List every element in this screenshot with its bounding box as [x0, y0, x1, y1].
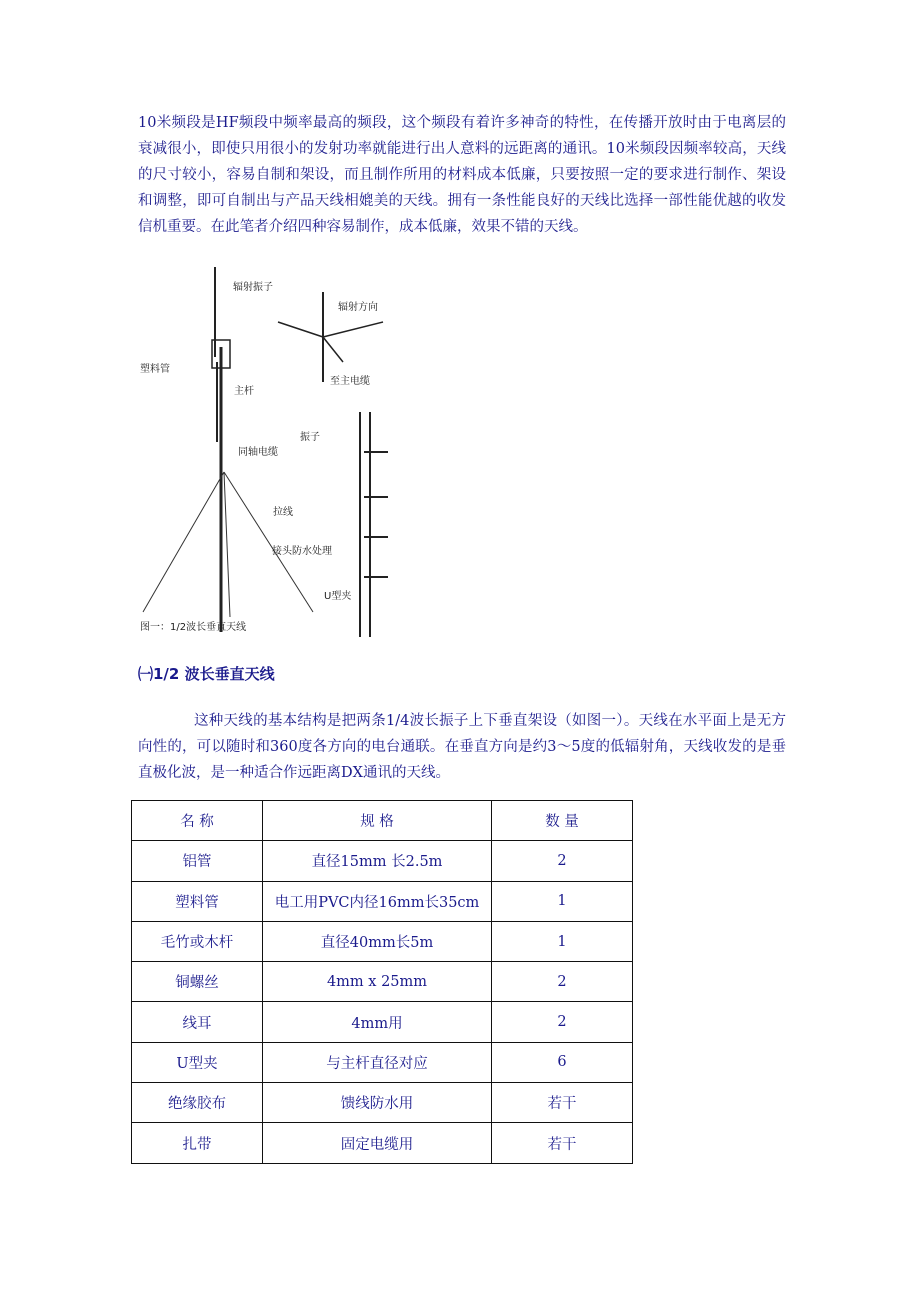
cell-spec: 固定电缆用: [263, 1123, 492, 1163]
cell-spec: 馈线防水用: [263, 1083, 492, 1123]
label-guy: 拉线: [273, 507, 293, 518]
pattern-arrow-right: [323, 322, 383, 337]
parts-table: [131, 800, 633, 1164]
table-row: [132, 1042, 633, 1082]
cell-name: 毛竹或木杆: [132, 921, 263, 961]
cell-name: U型夹: [132, 1042, 263, 1082]
cell-qty: 若干: [492, 1123, 633, 1163]
pattern-arrow-down: [323, 337, 343, 362]
cell-qty: 1: [492, 921, 633, 961]
table-row: [132, 1083, 633, 1123]
cell-name: 铝管: [132, 841, 263, 881]
cell-qty: 2: [492, 841, 633, 881]
cell-name: 绝缘胶布: [132, 1083, 263, 1123]
cell-qty: 若干: [492, 1083, 633, 1123]
table-row: [132, 841, 633, 881]
cell-qty: 1: [492, 881, 633, 921]
table-row: [132, 962, 633, 1002]
antenna-figure: [138, 262, 408, 642]
label-plastic-tube: 塑料管: [140, 364, 170, 375]
table-row: [132, 1002, 633, 1042]
header-qty: 数 量: [492, 801, 633, 841]
guy-wire-center: [224, 472, 230, 617]
cell-qty: 6: [492, 1042, 633, 1082]
cell-qty: 2: [492, 1002, 633, 1042]
table-row: [132, 921, 633, 961]
label-coax: 同轴电缆: [238, 447, 278, 458]
label-oscillator: 振子: [300, 432, 320, 443]
pattern-arrow-left: [278, 322, 323, 337]
cell-spec: 直径40mm长5m: [263, 921, 492, 961]
section-heading: ㈠1/2 波长垂直天线: [138, 665, 275, 683]
cell-spec: 电工用PVC内径16mm长35cm: [263, 881, 492, 921]
cell-spec: 直径15mm 长2.5m: [263, 841, 492, 881]
cell-spec: 与主杆直径对应: [263, 1042, 492, 1082]
label-u-clamp: U型夹: [324, 591, 352, 602]
section-paragraph: 这种天线的基本结构是把两条1/4波长振子上下垂直架设（如图一）。天线在水平面上是无方向性的，可以随时和360度各方向的电台通联。在垂直方向是约3～5度的低辐射角，天线收发的是垂直极化波，是一种适合作远距离DX通讯的天线。: [138, 713, 786, 781]
label-main-pole: 主杆: [234, 386, 254, 397]
cell-name: 扎带: [132, 1123, 263, 1163]
cell-name: 线耳: [132, 1002, 263, 1042]
cell-qty: 2: [492, 962, 633, 1002]
label-junction: 接头防水处理: [272, 546, 332, 557]
intro-paragraph: 10米频段是HF频段中频率最高的频段，这个频段有着许多神奇的特性，在传播开放时由于电离层的衰减很小，即使只用很小的发射功率就能进行出人意料的远距离的通讯。10米频段因频率较高，天线的尺寸较小，容易自制和架设，而且制作所用的材料成本低廉，只要按照一定的要求进行制作、架设和调整，即可自制出与产品天线相媲美的天线。拥有一条性能良好的天线比选择一部性能优越的收发信机重要。在此笔者介绍四种容易制作，成本低廉，效果不错的天线。: [138, 115, 786, 235]
table-header-row: [132, 801, 633, 841]
label-cable-end: 至主电缆: [330, 376, 370, 387]
label-element: 辐射振子: [233, 282, 273, 293]
label-radiation-dir: 辐射方向: [338, 302, 378, 313]
cell-name: 铜螺丝: [132, 962, 263, 1002]
table-row: [132, 881, 633, 921]
guy-wire-right: [224, 472, 313, 612]
header-spec: 规 格: [263, 801, 492, 841]
guy-wire-left: [143, 472, 224, 612]
table-row: [132, 1123, 633, 1163]
antenna-diagram: [138, 262, 408, 642]
figure-caption: 图一：1/2波长垂直天线: [140, 622, 247, 633]
cell-spec: 4mm用: [263, 1002, 492, 1042]
header-name: 名 称: [132, 801, 263, 841]
cell-name: 塑料管: [132, 881, 263, 921]
cell-spec: 4mm x 25mm: [263, 962, 492, 1002]
